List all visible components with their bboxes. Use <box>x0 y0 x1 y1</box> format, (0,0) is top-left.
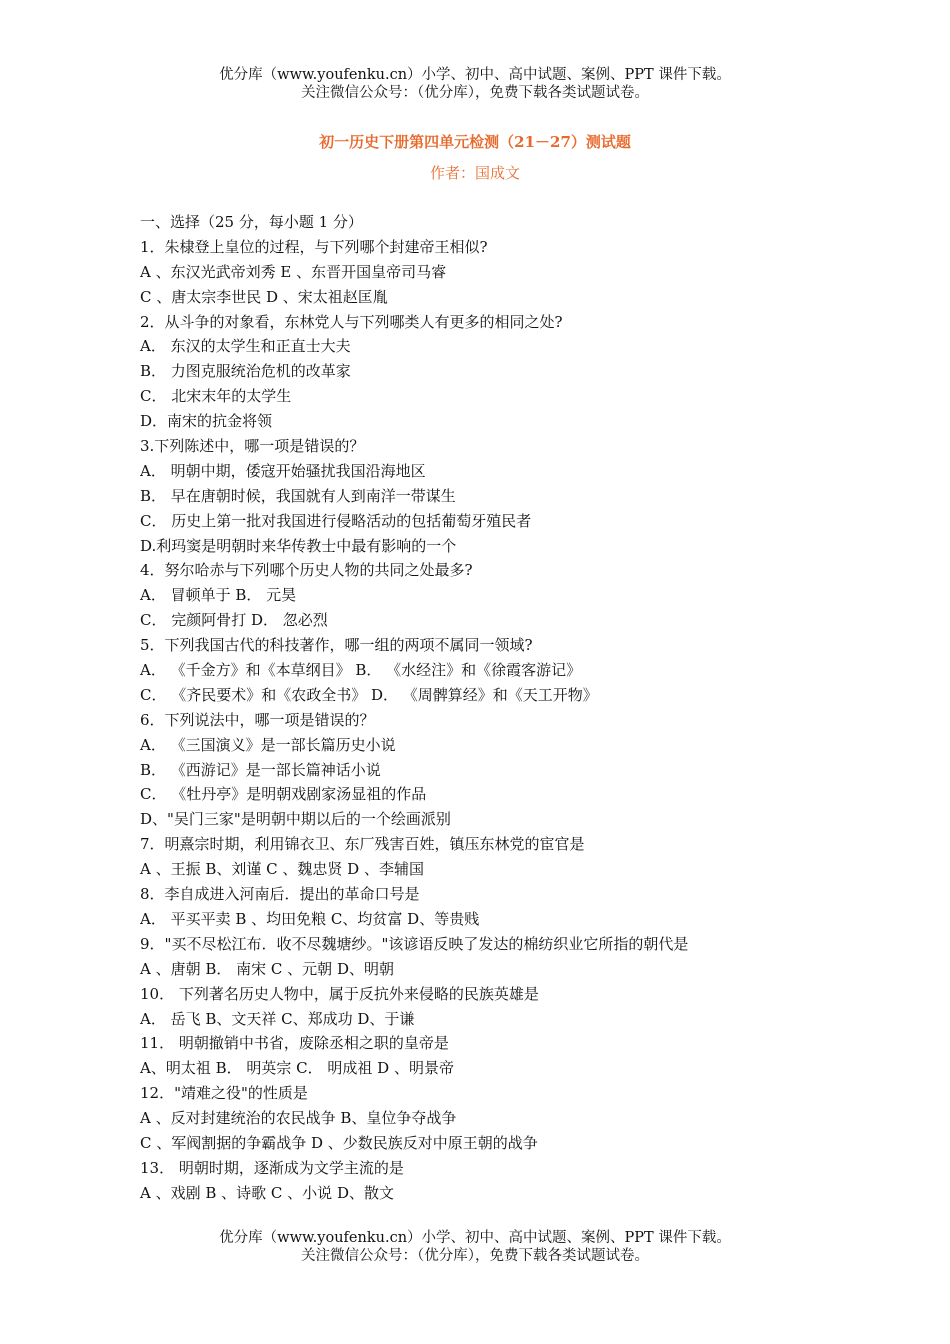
question-line: 5．下列我国古代的科技著作，哪一组的两项不属同一领域? <box>140 636 533 655</box>
question-line: B． 力图克服统治危机的改革家 <box>140 362 351 381</box>
question-line: A． 明朝中期，倭寇开始骚扰我国沿海地区 <box>140 461 426 480</box>
question-line: C． 《牡丹亭》是明朝戏剧家汤显祖的作品 <box>140 785 427 804</box>
question-line: B． 早在唐朝时候，我国就有人到南洋一带谋生 <box>140 486 456 505</box>
question-line: A． 平买平卖 B 、均田免粮 C、均贫富 D、等贵贱 <box>140 909 480 928</box>
question-line: 10． 下列著名历史人物中，属于反抗外来侵略的民族英雄是 <box>140 984 539 1003</box>
question-line: A 、东汉光武帝刘秀 E 、东晋开国皇帝司马睿 <box>140 262 447 281</box>
question-line: D．南宋的抗金将领 <box>140 412 273 431</box>
question-line: 7．明熹宗时期，利用锦衣卫、东厂残害百姓，镇压东林党的宦官是 <box>140 835 585 854</box>
question-line: 6．下列说法中，哪一项是错误的？ <box>140 710 375 729</box>
question-line: A 、唐朝 B． 南宋 C 、元朝 D、明朝 <box>140 959 394 978</box>
question-line: 4．努尔哈赤与下列哪个历史人物的共同之处最多? <box>140 561 473 580</box>
document-author: 作者：国成文 <box>429 164 520 182</box>
question-line: C 、军阀割据的争霸战争 D 、少数民族反对中原王朝的战争 <box>140 1133 538 1152</box>
footer-line-1: 优分库（www.youfenku.cn）小学、初中、高中试题、案例、PPT 课件下载。 <box>219 1230 731 1246</box>
question-line: A． 《千金方》和《本草纲目》 B． 《水经注》和《徐霞客游记》 <box>140 661 582 680</box>
question-line: A． 岳飞 B、文天祥 C、郑成功 D、于谦 <box>140 1009 415 1028</box>
question-line: C． 《齐民要术》和《农政全书》 D． 《周髀算经》和《天工开物》 <box>140 685 598 704</box>
question-line: 13． 明朝时期，逐渐成为文学主流的是 <box>140 1158 404 1177</box>
header-line-1: 优分库（www.youfenku.cn）小学、初中、高中试题、案例、PPT 课件下载。 <box>219 67 731 83</box>
question-line: C． 北宋末年的太学生 <box>140 387 292 406</box>
question-line: C 、唐太宗李世民 D 、宋太祖赵匡胤 <box>140 287 388 306</box>
question-line: A、明太祖 B． 明英宗 C． 明成祖 D 、明景帝 <box>140 1059 454 1078</box>
footer-line-2: 关注微信公众号：（优分库），免费下载各类试题试卷。 <box>301 1248 649 1264</box>
question-line: B． 《西游记》是一部长篇神话小说 <box>140 760 381 779</box>
question-line: 2．从斗争的对象看，东林党人与下列哪类人有更多的相同之处? <box>140 312 563 331</box>
question-line: A 、戏剧 B 、诗歌 C 、小说 D、散文 <box>140 1183 394 1202</box>
header-line-2: 关注微信公众号：（优分库），免费下载各类试题试卷。 <box>301 85 649 101</box>
question-line: A． 冒顿单于 B． 元昊 <box>140 586 297 605</box>
question-line: A 、反对封建统治的农民战争 B、皇位争夺战争 <box>140 1109 457 1128</box>
question-line: 11． 明朝撤销中书省，废除丞相之职的皇帝是 <box>140 1034 449 1053</box>
question-line: A 、王振 B、刘谨 C 、魏忠贤 D 、李辅国 <box>140 860 424 879</box>
question-line: D、"吴门三家"是明朝中期以后的一个绘画派别 <box>140 810 451 829</box>
question-line: C． 历史上第一批对我国进行侵略活动的包括葡萄牙殖民者 <box>140 511 532 530</box>
question-line: A． 《三国演义》是一部长篇历史小说 <box>140 735 396 754</box>
question-line: 8．李自成进入河南后．提出的革命口号是 <box>140 885 420 904</box>
section-heading: 一、选择（25 分，每小题 1 分） <box>140 213 363 231</box>
question-line: 1．朱棣登上皇位的过程，与下列哪个封建帝王相似? <box>140 237 488 256</box>
page-footer <box>0 1229 950 1265</box>
document-title: 初一历史下册第四单元检测（21－27）测试题 <box>319 133 631 151</box>
question-line: 12．"靖难之役"的性质是 <box>140 1084 308 1103</box>
question-line: 9．"买不尽松江布．收不尽魏塘纱。"该谚语反映了发达的棉纺织业它所指的朝代是 <box>140 934 689 953</box>
page-header <box>0 66 950 102</box>
question-body <box>140 210 920 1206</box>
question-line: A． 东汉的太学生和正直士大夫 <box>140 337 351 356</box>
question-line: 3.下列陈述中，哪一项是错误的？ <box>140 437 365 456</box>
question-line: D.利玛窦是明朝时来华传教士中最有影响的一个 <box>140 536 457 555</box>
question-line: C． 完颜阿骨打 D． 忽必烈 <box>140 611 328 630</box>
